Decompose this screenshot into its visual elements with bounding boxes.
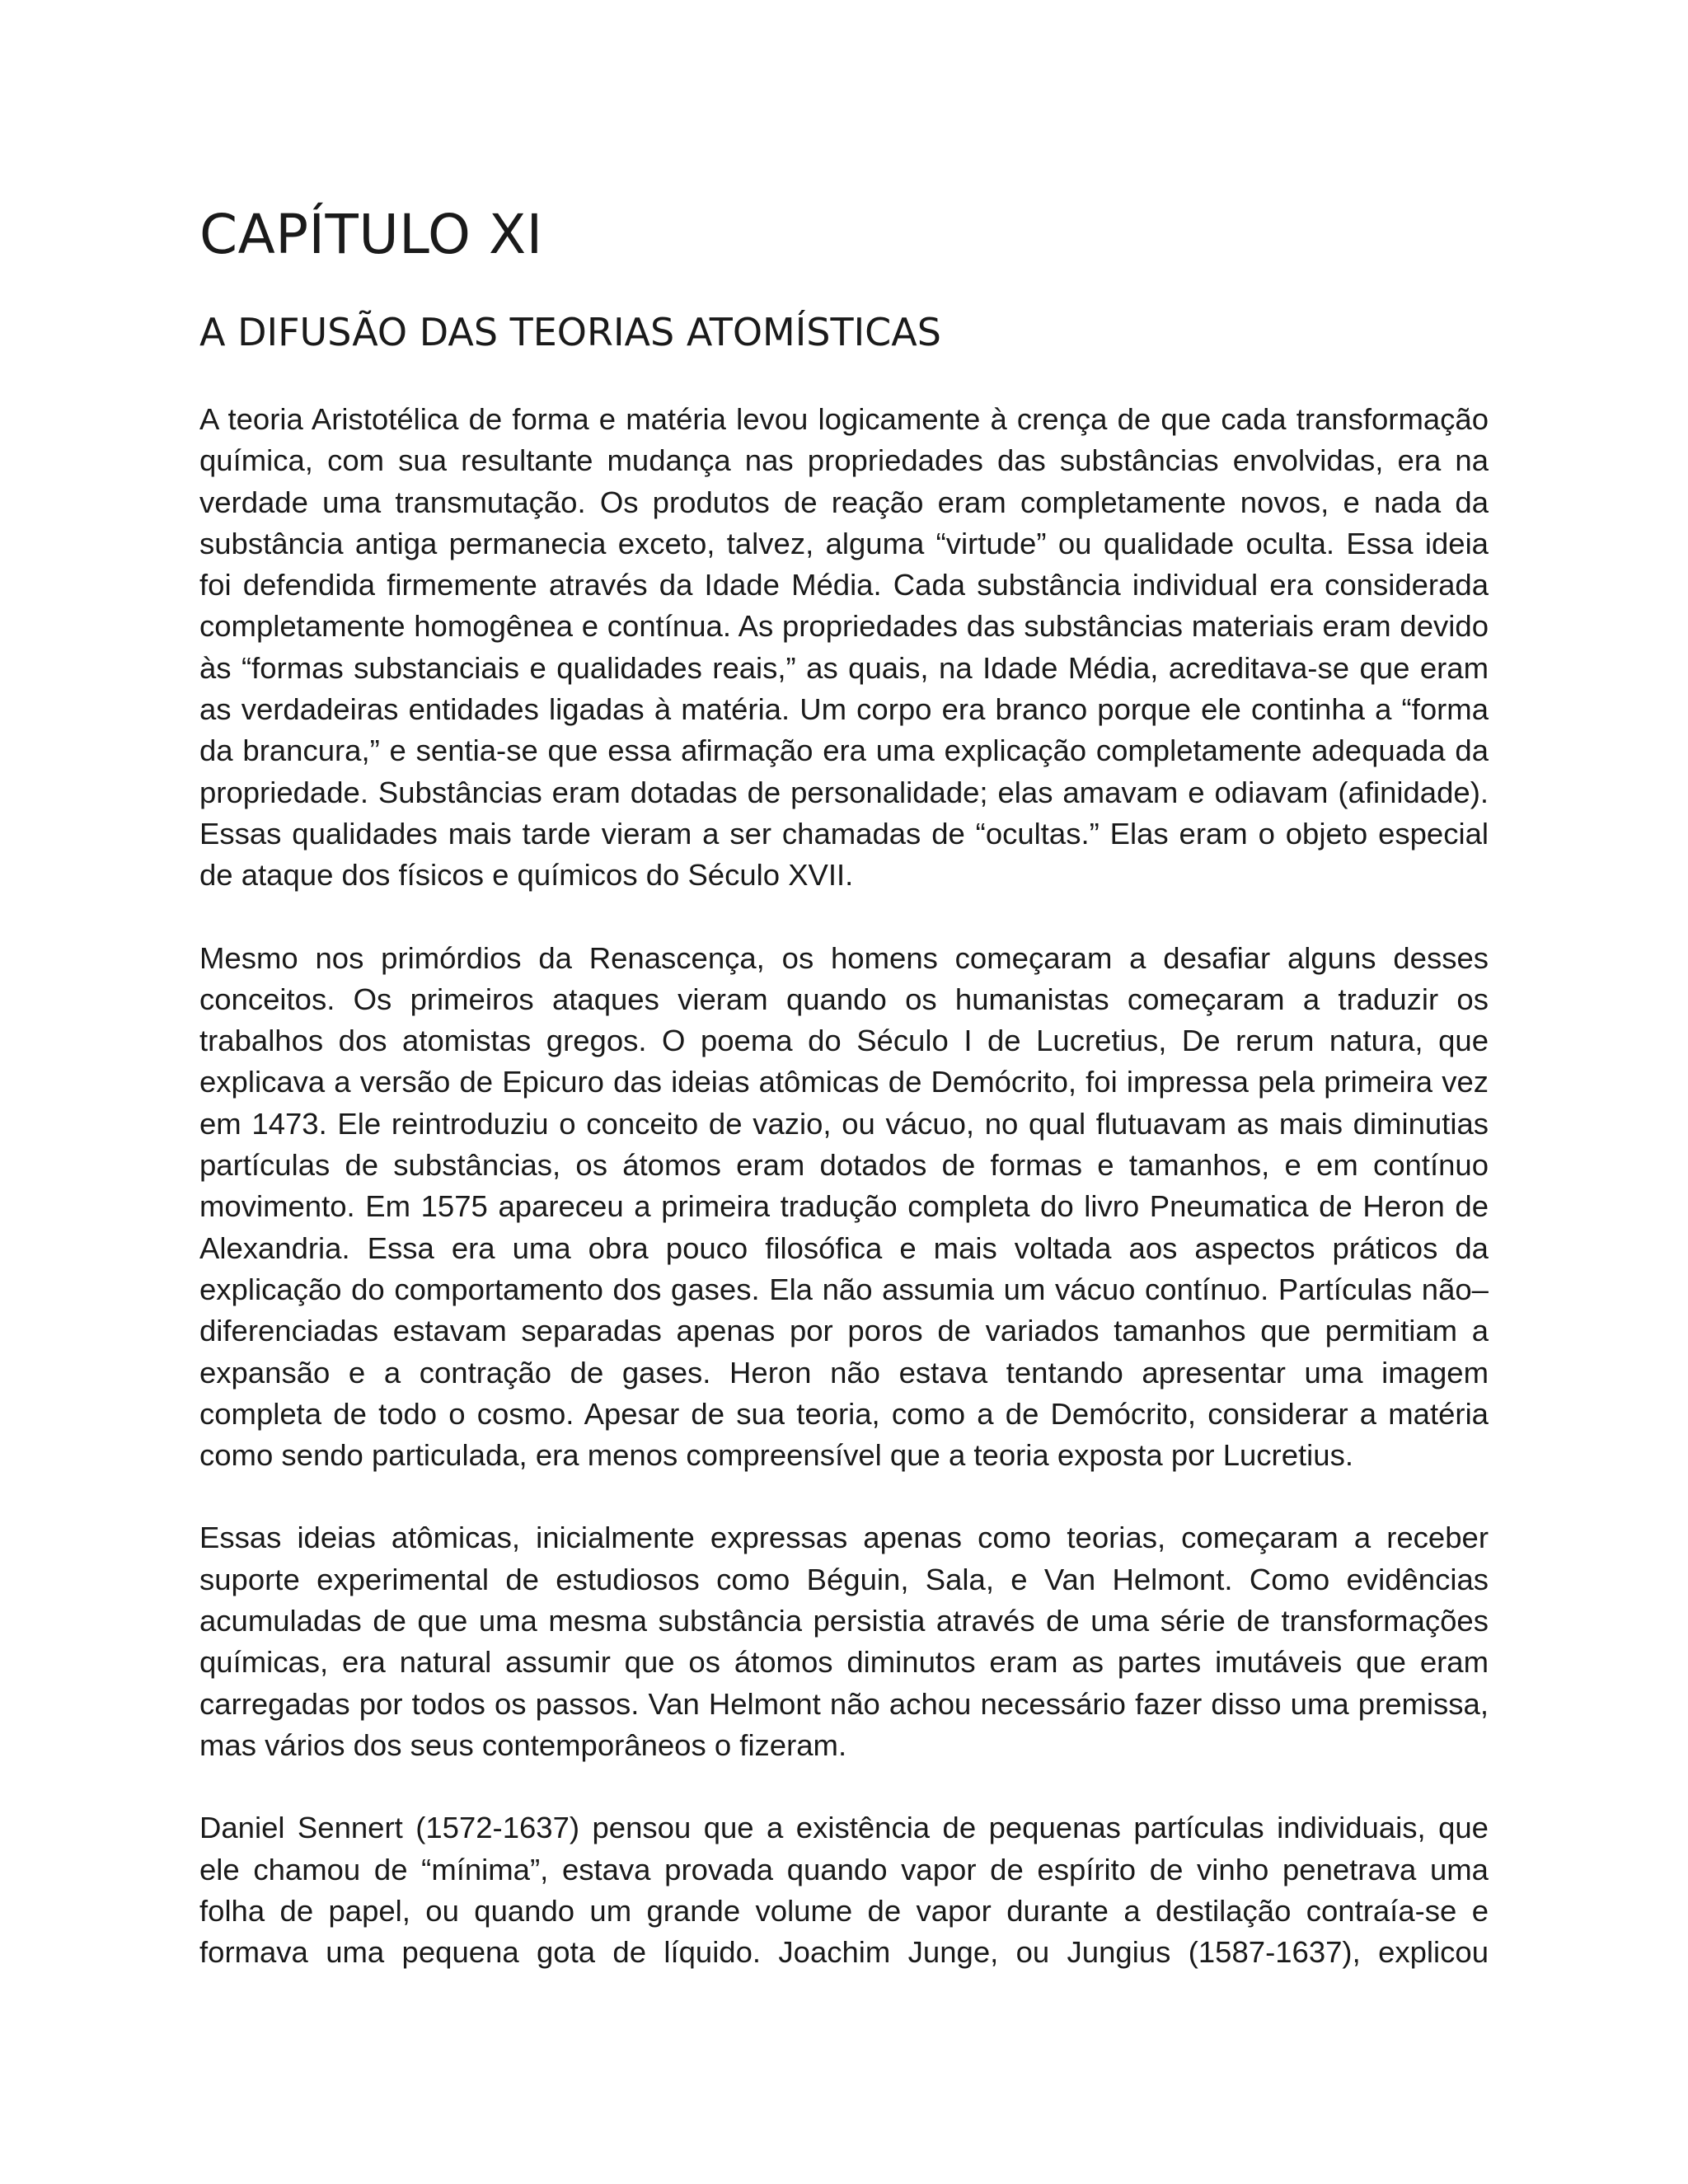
paragraph-aristotelian-theory: A teoria Aristotélica de forma e matéria levou logicamente à crença de que cada transformação química, com sua resultante mudança nas propriedades das substâncias envolvidas, era na verdade uma transmutação. Os produtos de reação eram completamente novos, e nada da substância antiga permanecia exceto, talvez, alguma “virtude” ou qualidade oculta. Essa ideia foi defendida firmemente através da Idade Média. Cada substância individual era considerada completamente homogênea e contínua. As propriedades das substâncias materiais eram devido às “formas substanciais e qualidades reais,” as quais, na Idade Média, acreditava-se que eram as verdadeiras entidades ligadas à matéria. Um corpo era branco porque ele continha a “forma da brancura,” e sentia-se que essa afirmação era uma explicação completamente adequada da propriedade. Substâncias eram dotadas de personalidade; elas amavam e odiavam (afinidade). Essas qualidades mais tarde vieram a ser chamadas de “ocultas.” Elas eram o objeto especial de ataque dos físicos e químicos do Século XVII. bbox=[199, 402, 1489, 893]
body-text bbox=[199, 399, 1489, 1973]
chapter-subtitle: A DIFUSÃO DAS TEORIAS ATOMÍSTICAS bbox=[199, 310, 941, 354]
page-content bbox=[199, 198, 1489, 1973]
paragraph-renaissance: Mesmo nos primórdios da Renascença, os homens começaram a desafiar alguns desses conceitos. Os primeiros ataques vieram quando os humanistas começaram a traduzir os trabalhos dos atomistas gregos. O poema do Século I de Lucretius, De rerum natura, que explicava a versão de Epicuro das ideias atômicas de Demócrito, foi impressa pela primeira vez em 1473. Ele reintroduziu o conceito de vazio, ou vácuo, no qual flutuavam as mais diminutias partículas de substâncias, os átomos eram dotados de formas e tamanhos, e em contínuo movimento. Em 1575 apareceu a primeira tradução completa do livro Pneumatica de Heron de Alexandria. Essa era uma obra pouco filosófica e mais voltada aos aspectos práticos da explicação do comportamento dos gases. Ela não assumia um vácuo contínuo. Partículas não–diferenciadas estavam separadas apenas por poros de variados tamanhos que permitiam a expansão e a contração de gases. Heron não estava tentando apresentar uma imagem completa de todo o cosmo. Apesar de sua teoria, como a de Demócrito, considerar a matéria como sendo particulada, era menos compreensível que a teoria exposta por Lucretius. bbox=[199, 940, 1489, 1473]
chapter-title: CAPÍTULO XI bbox=[199, 203, 543, 266]
paragraph-sennert: Daniel Sennert (1572-1637) pensou que a existência de pequenas partículas individuais, que ele chamou de “mínima”, estava provada quando vapor de espírito de vinho penetrava uma folha de papel, ou quando um grande volume de vapor durante a destilação contraía-se e formava uma pequena gota de líquido. Joachim Junge, ou Jungius (1587-1637), explicou bbox=[199, 1811, 1489, 1970]
paragraph-atomic-ideas: Essas ideias atômicas, inicialmente expressas apenas como teorias, começaram a receber suporte experimental de estudiosos como Béguin, Sala, e Van Helmont. Como evidências acumuladas de que uma mesma substância persistia através de uma série de transformações químicas, era natural assumir que os átomos diminutos eram as partes imutáveis que eram carregadas por todos os passos. Van Helmont não achou necessário fazer disso uma premissa, mas vários dos seus contemporâneos o fizeram. bbox=[199, 1521, 1489, 1762]
